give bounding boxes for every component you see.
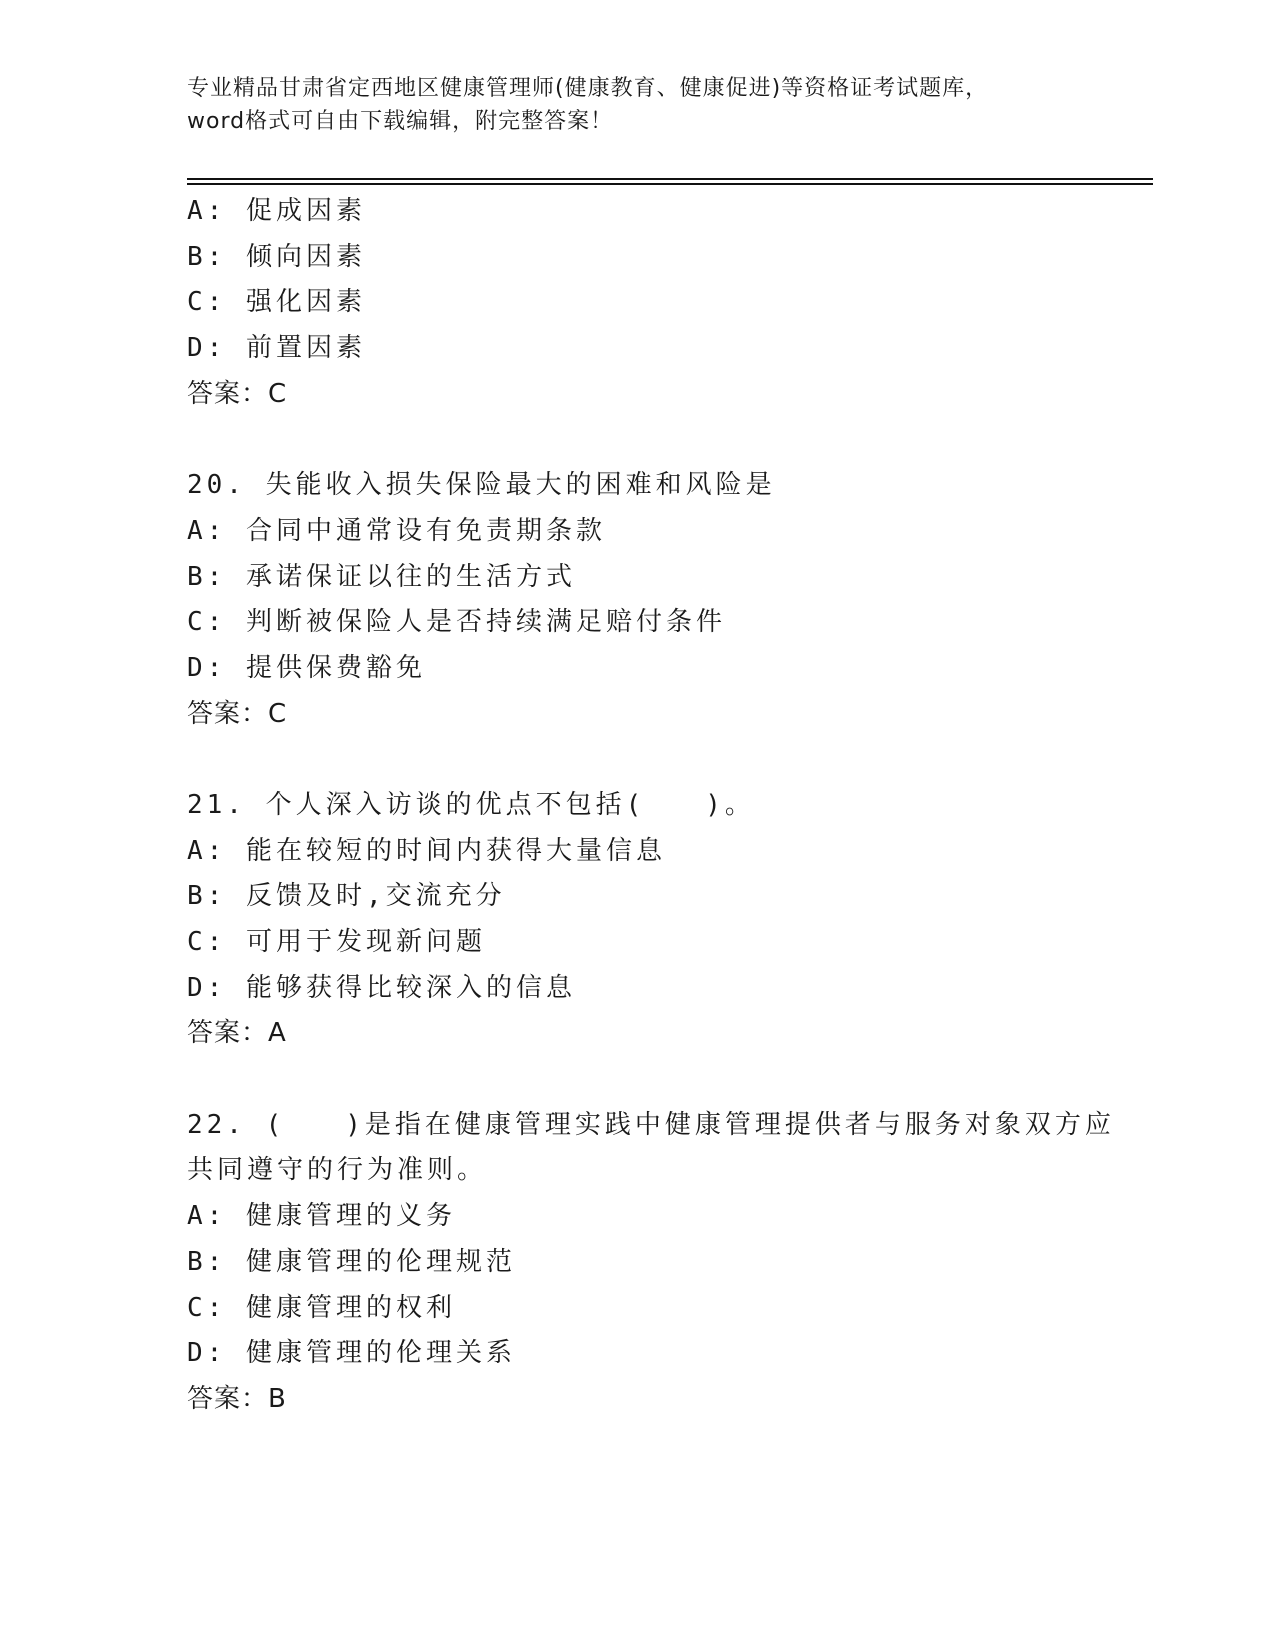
option-b: B: 健康管理的伦理规范 (187, 1246, 516, 1277)
header-rule-top (187, 178, 1153, 180)
option-a: A: 健康管理的义务 (187, 1201, 456, 1232)
answer: 答案：A (187, 1018, 287, 1049)
header-rule-bottom (187, 183, 1153, 185)
question-22 (187, 1103, 1115, 1423)
option-d: D: 前置因素 (187, 333, 366, 364)
question-20 (187, 463, 1087, 737)
option-d: D: 健康管理的伦理关系 (187, 1338, 516, 1369)
spacer (187, 737, 1087, 783)
answer: 答案：B (187, 1383, 287, 1414)
question-19 (187, 189, 1087, 417)
header-line-2: word格式可自由下载编辑，附完整答案！ (187, 109, 614, 134)
document-header (187, 72, 1087, 138)
question-text: 20. 失能收入损失保险最大的困难和风险是 (187, 470, 776, 501)
option-c: C: 健康管理的权利 (187, 1292, 456, 1323)
option-c: C: 强化因素 (187, 287, 366, 318)
spacer (187, 1057, 1087, 1103)
answer: 答案：C (187, 698, 288, 729)
question-text-line-1: 22. ( )是指在健康管理实践中健康管理提供者与服务对象双方应 (187, 1109, 1115, 1140)
header-line-1: 专业精品甘肃省定西地区健康管理师(健康教育、健康促进)等资格证考试题库， (187, 76, 989, 101)
option-c: C: 判断被保险人是否持续满足赔付条件 (187, 607, 726, 638)
question-list (187, 189, 1115, 1423)
option-a: A: 促成因素 (187, 196, 366, 226)
question-text-line-2: 共同遵守的行为准则。 (187, 1155, 488, 1186)
option-b: B: 承诺保证以往的生活方式 (187, 561, 576, 592)
option-c: C: 可用于发现新问题 (187, 927, 486, 957)
option-a: A: 合同中通常设有免责期条款 (187, 515, 606, 546)
spacer (187, 417, 1087, 463)
answer: 答案：C (187, 378, 288, 409)
option-a: A: 能在较短的时间内获得大量信息 (187, 835, 666, 866)
question-21 (187, 783, 1087, 1057)
option-b: B: 倾向因素 (187, 241, 366, 272)
option-d: D: 能够获得比较深入的信息 (187, 972, 576, 1003)
question-text: 21. 个人深入访谈的优点不包括( )。 (187, 789, 755, 820)
option-b: B: 反馈及时,交流充分 (187, 881, 506, 912)
option-d: D: 提供保费豁免 (187, 652, 426, 683)
